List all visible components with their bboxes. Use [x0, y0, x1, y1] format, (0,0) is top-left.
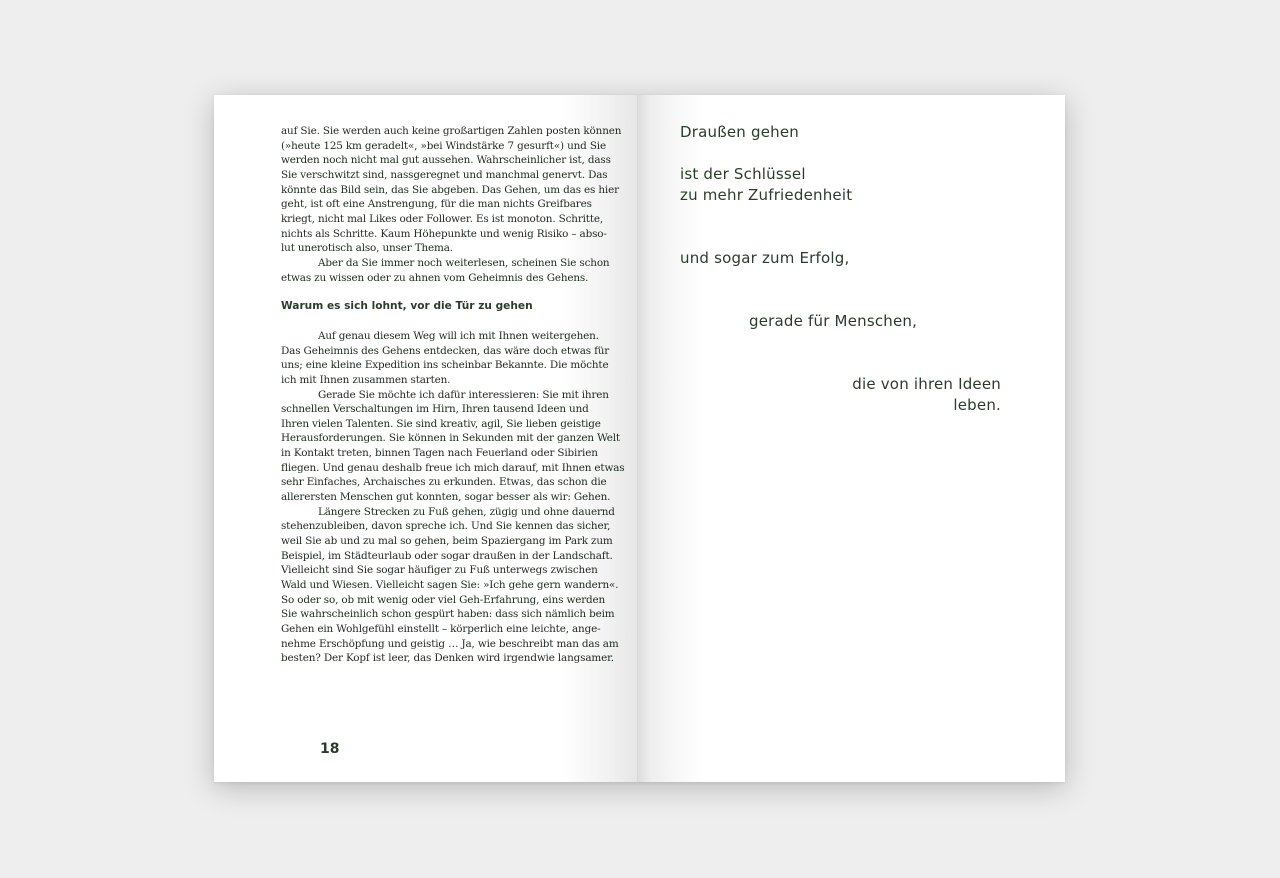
text-line: (»heute 125 km geradelt«, »bei Windstärke 7 gesurft«) und Sie — [281, 139, 606, 152]
text-line: nichts als Schritte. Kaum Höhepunkte und wenig Risiko – abso- — [281, 227, 607, 240]
open-book — [214, 95, 1065, 782]
quote-line-7: leben. — [953, 396, 1001, 414]
right-page — [638, 95, 1065, 782]
page-number: 18 — [320, 741, 340, 757]
text-line: besten? Der Kopf ist leer, das Denken wird irgendwie langsamer. — [281, 652, 614, 665]
text-line: Ihren vielen Talenten. Sie sind kreativ, agil, Sie lieben geistige — [281, 417, 601, 430]
text-line: Gerade Sie möchte ich dafür interessieren: Sie mit ihren — [318, 388, 609, 401]
text-line: fliegen. Und genau deshalb freue ich mich darauf, mit Ihnen etwas — [281, 461, 625, 474]
text-line: Vielleicht sind Sie sogar häufiger zu Fuß unterwegs zwischen — [281, 564, 598, 577]
body-text — [281, 124, 625, 666]
text-line: kriegt, nicht mal Likes oder Follower. Es ist monoton. Schritte, — [281, 212, 604, 225]
text-line: uns; eine kleine Expedition ins scheinbar Bekannte. Die möchte — [281, 359, 609, 372]
quote-line-5: gerade für Menschen, — [749, 312, 918, 330]
text-line: Gehen ein Wohlgefühl einstellt – körperlich eine leichte, ange- — [281, 623, 601, 635]
text-line: ich mit Ihnen zusammen starten. — [281, 373, 451, 386]
text-line: allerersten Menschen gut konnten, sogar besser als wir: Gehen. — [281, 491, 611, 504]
text-line: Sie wahrscheinlich schon gespürt haben: dass sich nämlich beim — [281, 608, 615, 621]
text-line: stehenzubleiben, davon spreche ich. Und Sie kennen das sicher, — [281, 520, 611, 533]
text-line: lut unerotisch also, unser Thema. — [281, 242, 453, 255]
quote-line-2: ist der Schlüssel — [680, 165, 806, 183]
text-line: Beispiel, im Städteurlaub oder sogar draußen in der Landschaft. — [281, 549, 613, 562]
text-line: könnte das Bild sein, das Sie abgeben. Das Gehen, um das es hier — [281, 183, 619, 196]
text-line: Herausforderungen. Sie können in Sekunden mit der ganzen Welt — [281, 432, 620, 445]
text-line: etwas zu wissen oder zu ahnen vom Geheimnis des Gehens. — [281, 271, 589, 284]
text-line: Längere Strecken zu Fuß gehen, zügig und ohne dauernd — [318, 505, 615, 518]
text-line: Das Geheimnis des Gehens entdecken, das wäre doch etwas für — [281, 344, 610, 357]
text-line: werden noch nicht mal gut aussehen. Wahrscheinlicher ist, dass — [281, 154, 611, 167]
text-line: schnellen Verschaltungen im Hirn, Ihren tausend Ideen und — [281, 403, 589, 416]
text-line: weil Sie ab und zu mal so gehen, beim Spaziergang im Park zum — [281, 535, 613, 548]
text-line: nehme Erschöpfung und geistig … Ja, wie beschreibt man das am — [281, 637, 619, 650]
text-line: Sie verschwitzt sind, nassgeregnet und manchmal genervt. Das — [281, 168, 608, 181]
left-page — [214, 95, 638, 782]
text-line: So oder so, ob mit wenig oder viel Geh-Erfahrung, eins werden — [281, 593, 606, 606]
text-line: Auf genau diesem Weg will ich mit Ihnen weitergehen. — [318, 329, 599, 342]
text-line: Wald und Wiesen. Vielleicht sagen Sie: »Ich gehe gern wandern«. — [281, 579, 619, 592]
quote-line-6: die von ihren Ideen — [852, 375, 1001, 393]
text-line: sehr Einfaches, Archaisches zu erkunden. Etwas, das schon die — [281, 476, 607, 489]
text-line: auf Sie. Sie werden auch keine großartigen Zahlen posten können — [281, 125, 622, 137]
text-line: Aber da Sie immer noch weiterlesen, scheinen Sie schon — [318, 256, 610, 269]
text-line: in Kontakt treten, binnen Tagen nach Feuerland oder Sibirien — [281, 447, 598, 460]
quote-line-3: zu mehr Zufriedenheit — [680, 186, 853, 204]
quote-line-1: Draußen gehen — [680, 123, 799, 141]
section-heading: Warum es sich lohnt, vor die Tür zu gehen — [281, 300, 533, 313]
text-line: geht, ist oft eine Anstrengung, für die man nichts Greifbares — [281, 198, 592, 211]
quote-line-4: und sogar zum Erfolg, — [680, 249, 850, 267]
